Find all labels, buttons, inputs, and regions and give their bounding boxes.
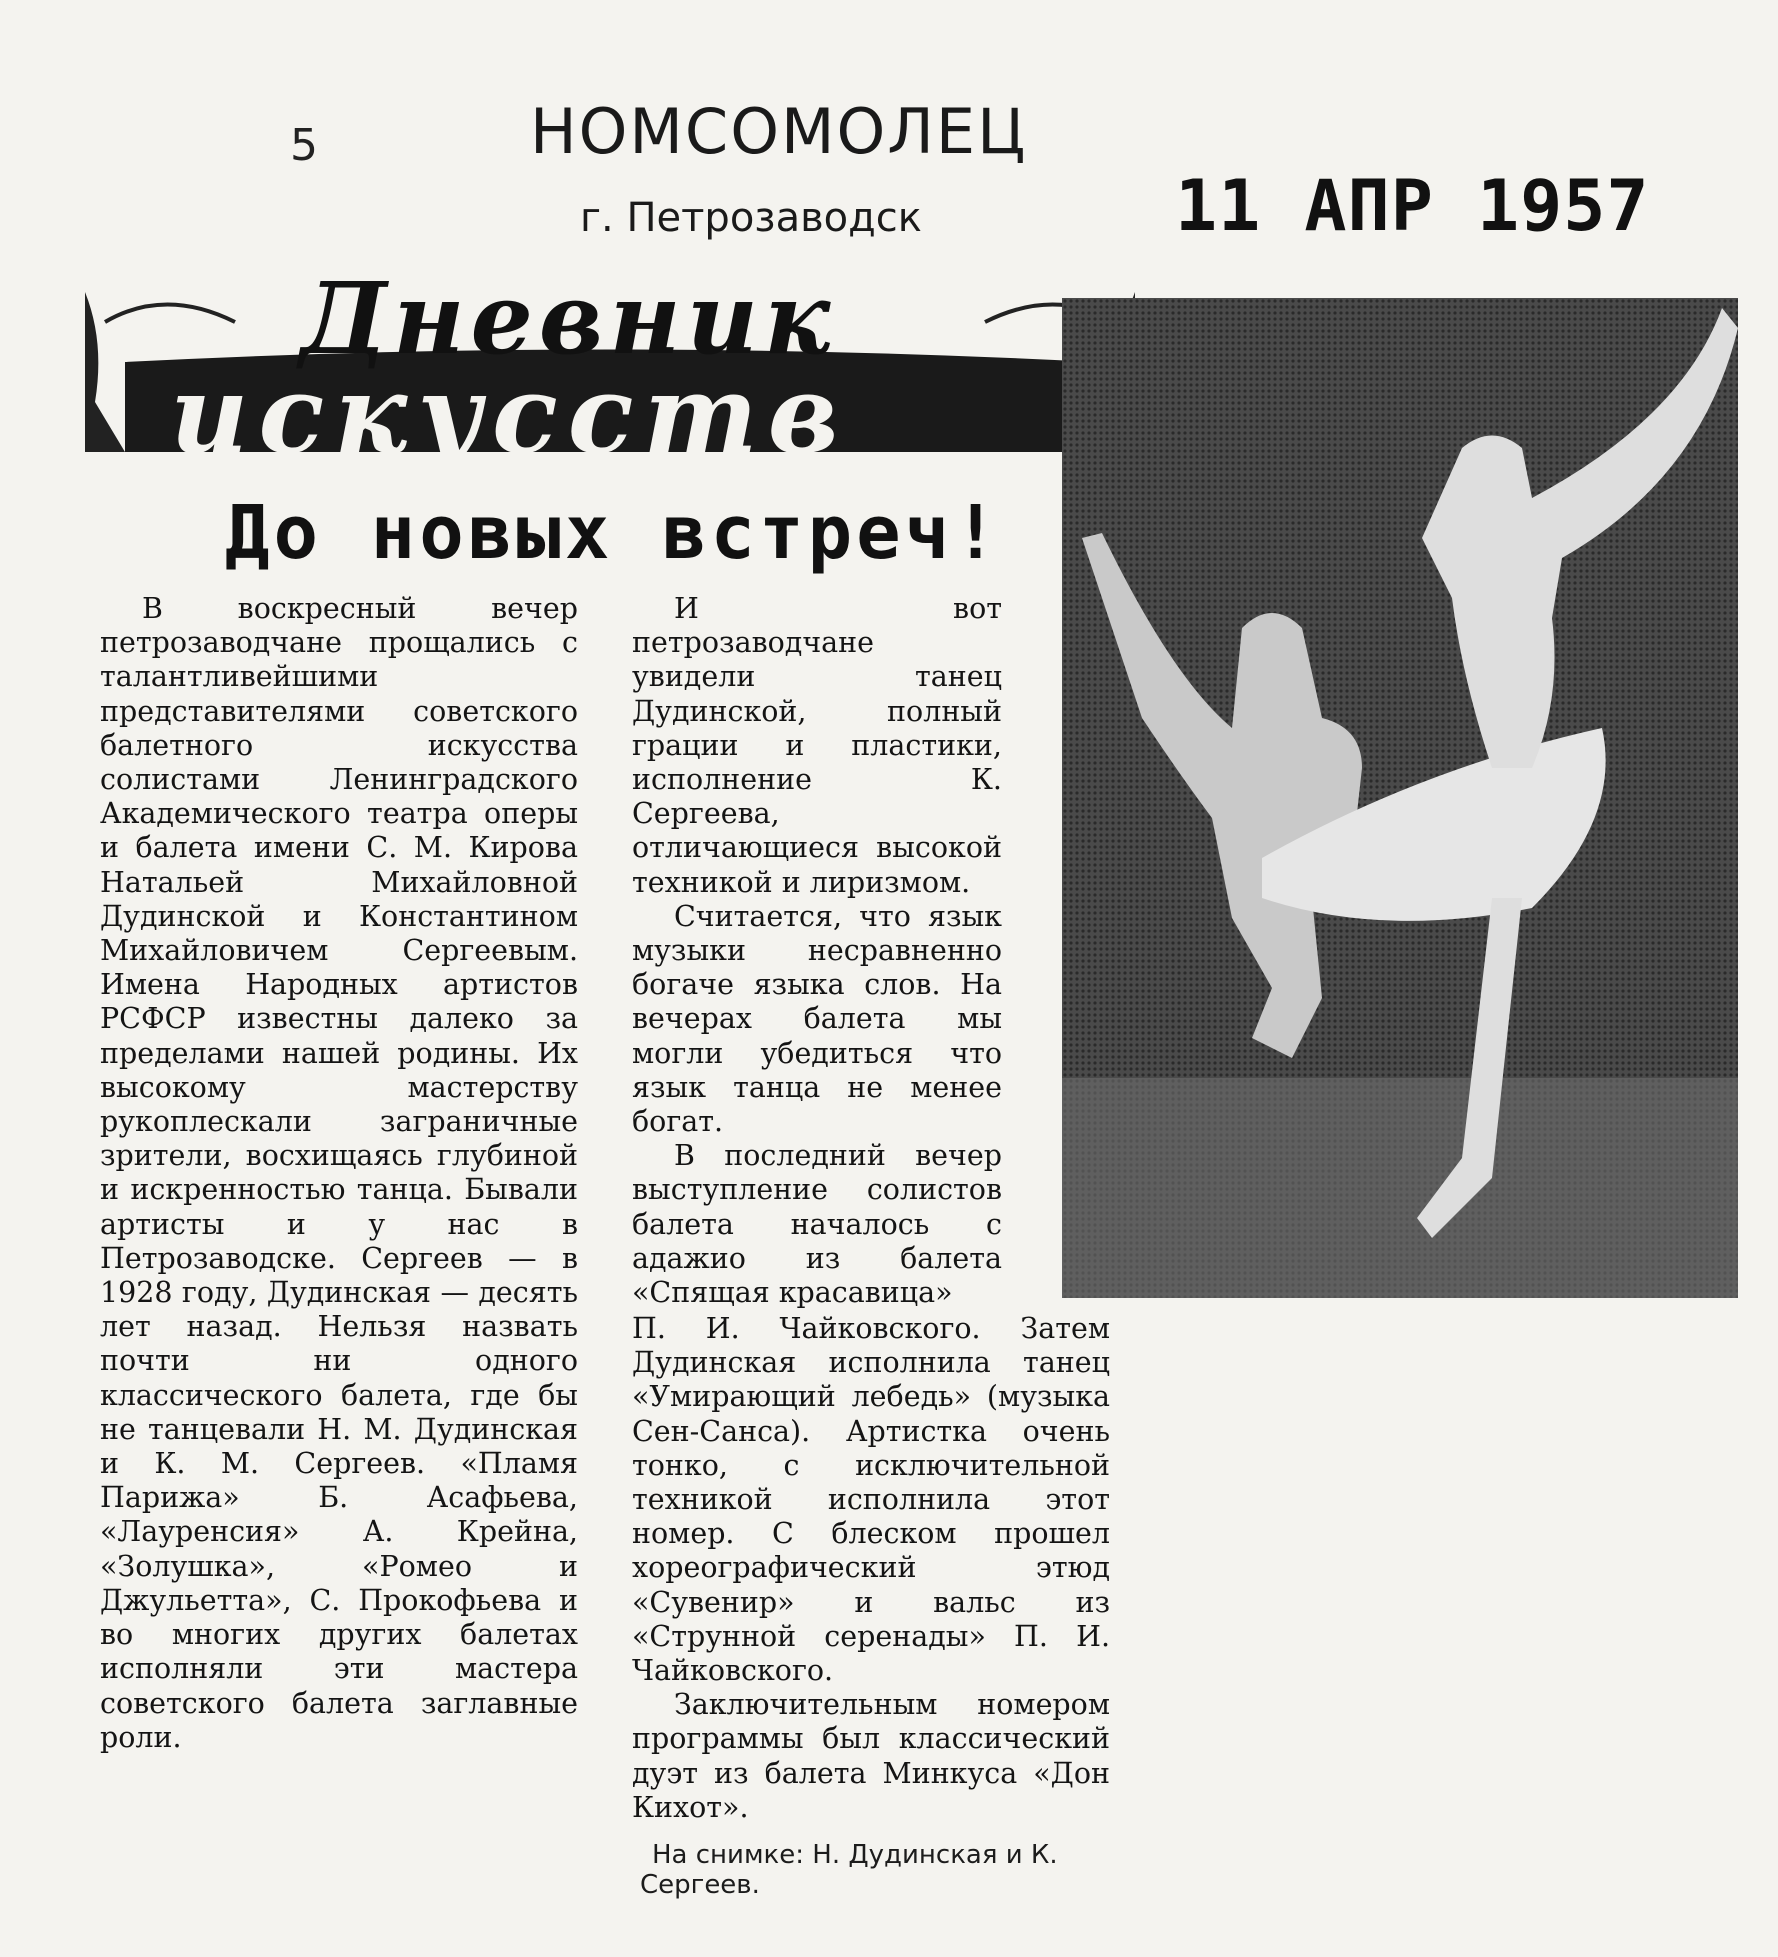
article-paragraph: Заключительным номером программы был классический дуэт из балета Минкуса «Дон Кихот». xyxy=(632,1688,1110,1824)
handwritten-mark: 5 xyxy=(290,120,318,171)
city-stamp: г. Петрозаводск xyxy=(580,195,922,241)
article-column-2 xyxy=(632,592,1002,1310)
ballet-photo xyxy=(1062,298,1738,1298)
article-paragraph: П. И. Чайковского. Затем Дудинская исполнила танец «Умирающий лебедь» (музыка Сен-Санса). Артистка очень тонко, с исключительной техникой исполнила этот номер. С блеском прошел хореографический этюд «Сувенир» и вальс из «Струнной серенады» П. И. Чайковского. xyxy=(632,1312,1110,1688)
article-paragraph: Считается, что язык музыки несравненно богаче языка слов. На вечерах балета мы могли убедиться что язык танца не менее богат. xyxy=(632,899,1002,1139)
photo-caption: На снимке: Н. Дудинская и К. Сергеев. xyxy=(640,1840,1058,1900)
article-column-3 xyxy=(632,1312,1110,1825)
article-paragraph: В последний вечер выступление солистов балета началось с адажио из балета «Спящая красавица» xyxy=(632,1139,1002,1310)
banner-title-line1: Дневник xyxy=(300,262,837,377)
newspaper-name-stamp: НОМСОМОЛЕЦ xyxy=(530,95,1028,168)
article-paragraph: В воскресный вечер петрозаводчане прощались с талантливейшими представителями советского балетного искусства солистами Ленинградского Академического театра оперы и балета имени С. М. Кирова Натальей Михайловной Дудинской и Константином Михайловичем Сергеевым. Имена Народных артистов РСФСР известны далеко за пределами нашей родины. Их высокому мастерству рукоплескали заграничные зрители, восхищаясь глубиной и искренностью танца. Бывали артисты и у нас в Петрозаводске. Сергеев — в 1928 году, Дудинская — десять лет назад. Нельзя назвать почти ни одного классического балета, где бы не танцевали Н. М. Дудинская и К. М. Сергеев. «Пламя Парижа» Б. Асафьева, «Лауренсия» А. Крейна, «Золушка», «Ромео и Джульетта», С. Прокофьева и во многих других балетах исполняли эти мастера советского балета заглавные роли. xyxy=(100,592,578,1754)
banner-title-line2: искусств xyxy=(170,352,849,478)
article-headline: До новых встреч! xyxy=(225,490,1002,576)
photo-floor xyxy=(1062,1078,1738,1298)
article-paragraph: И вот петрозаводчане увидели танец Дудинской, полный грации и пластики, исполнение К. Сергеева, отличающиеся высокой техникой и лиризмом. xyxy=(632,592,1002,899)
banner-swirl-left xyxy=(105,305,235,323)
article-column-1 xyxy=(100,592,578,1755)
date-stamp: 11 АПР 1957 xyxy=(1175,165,1650,247)
